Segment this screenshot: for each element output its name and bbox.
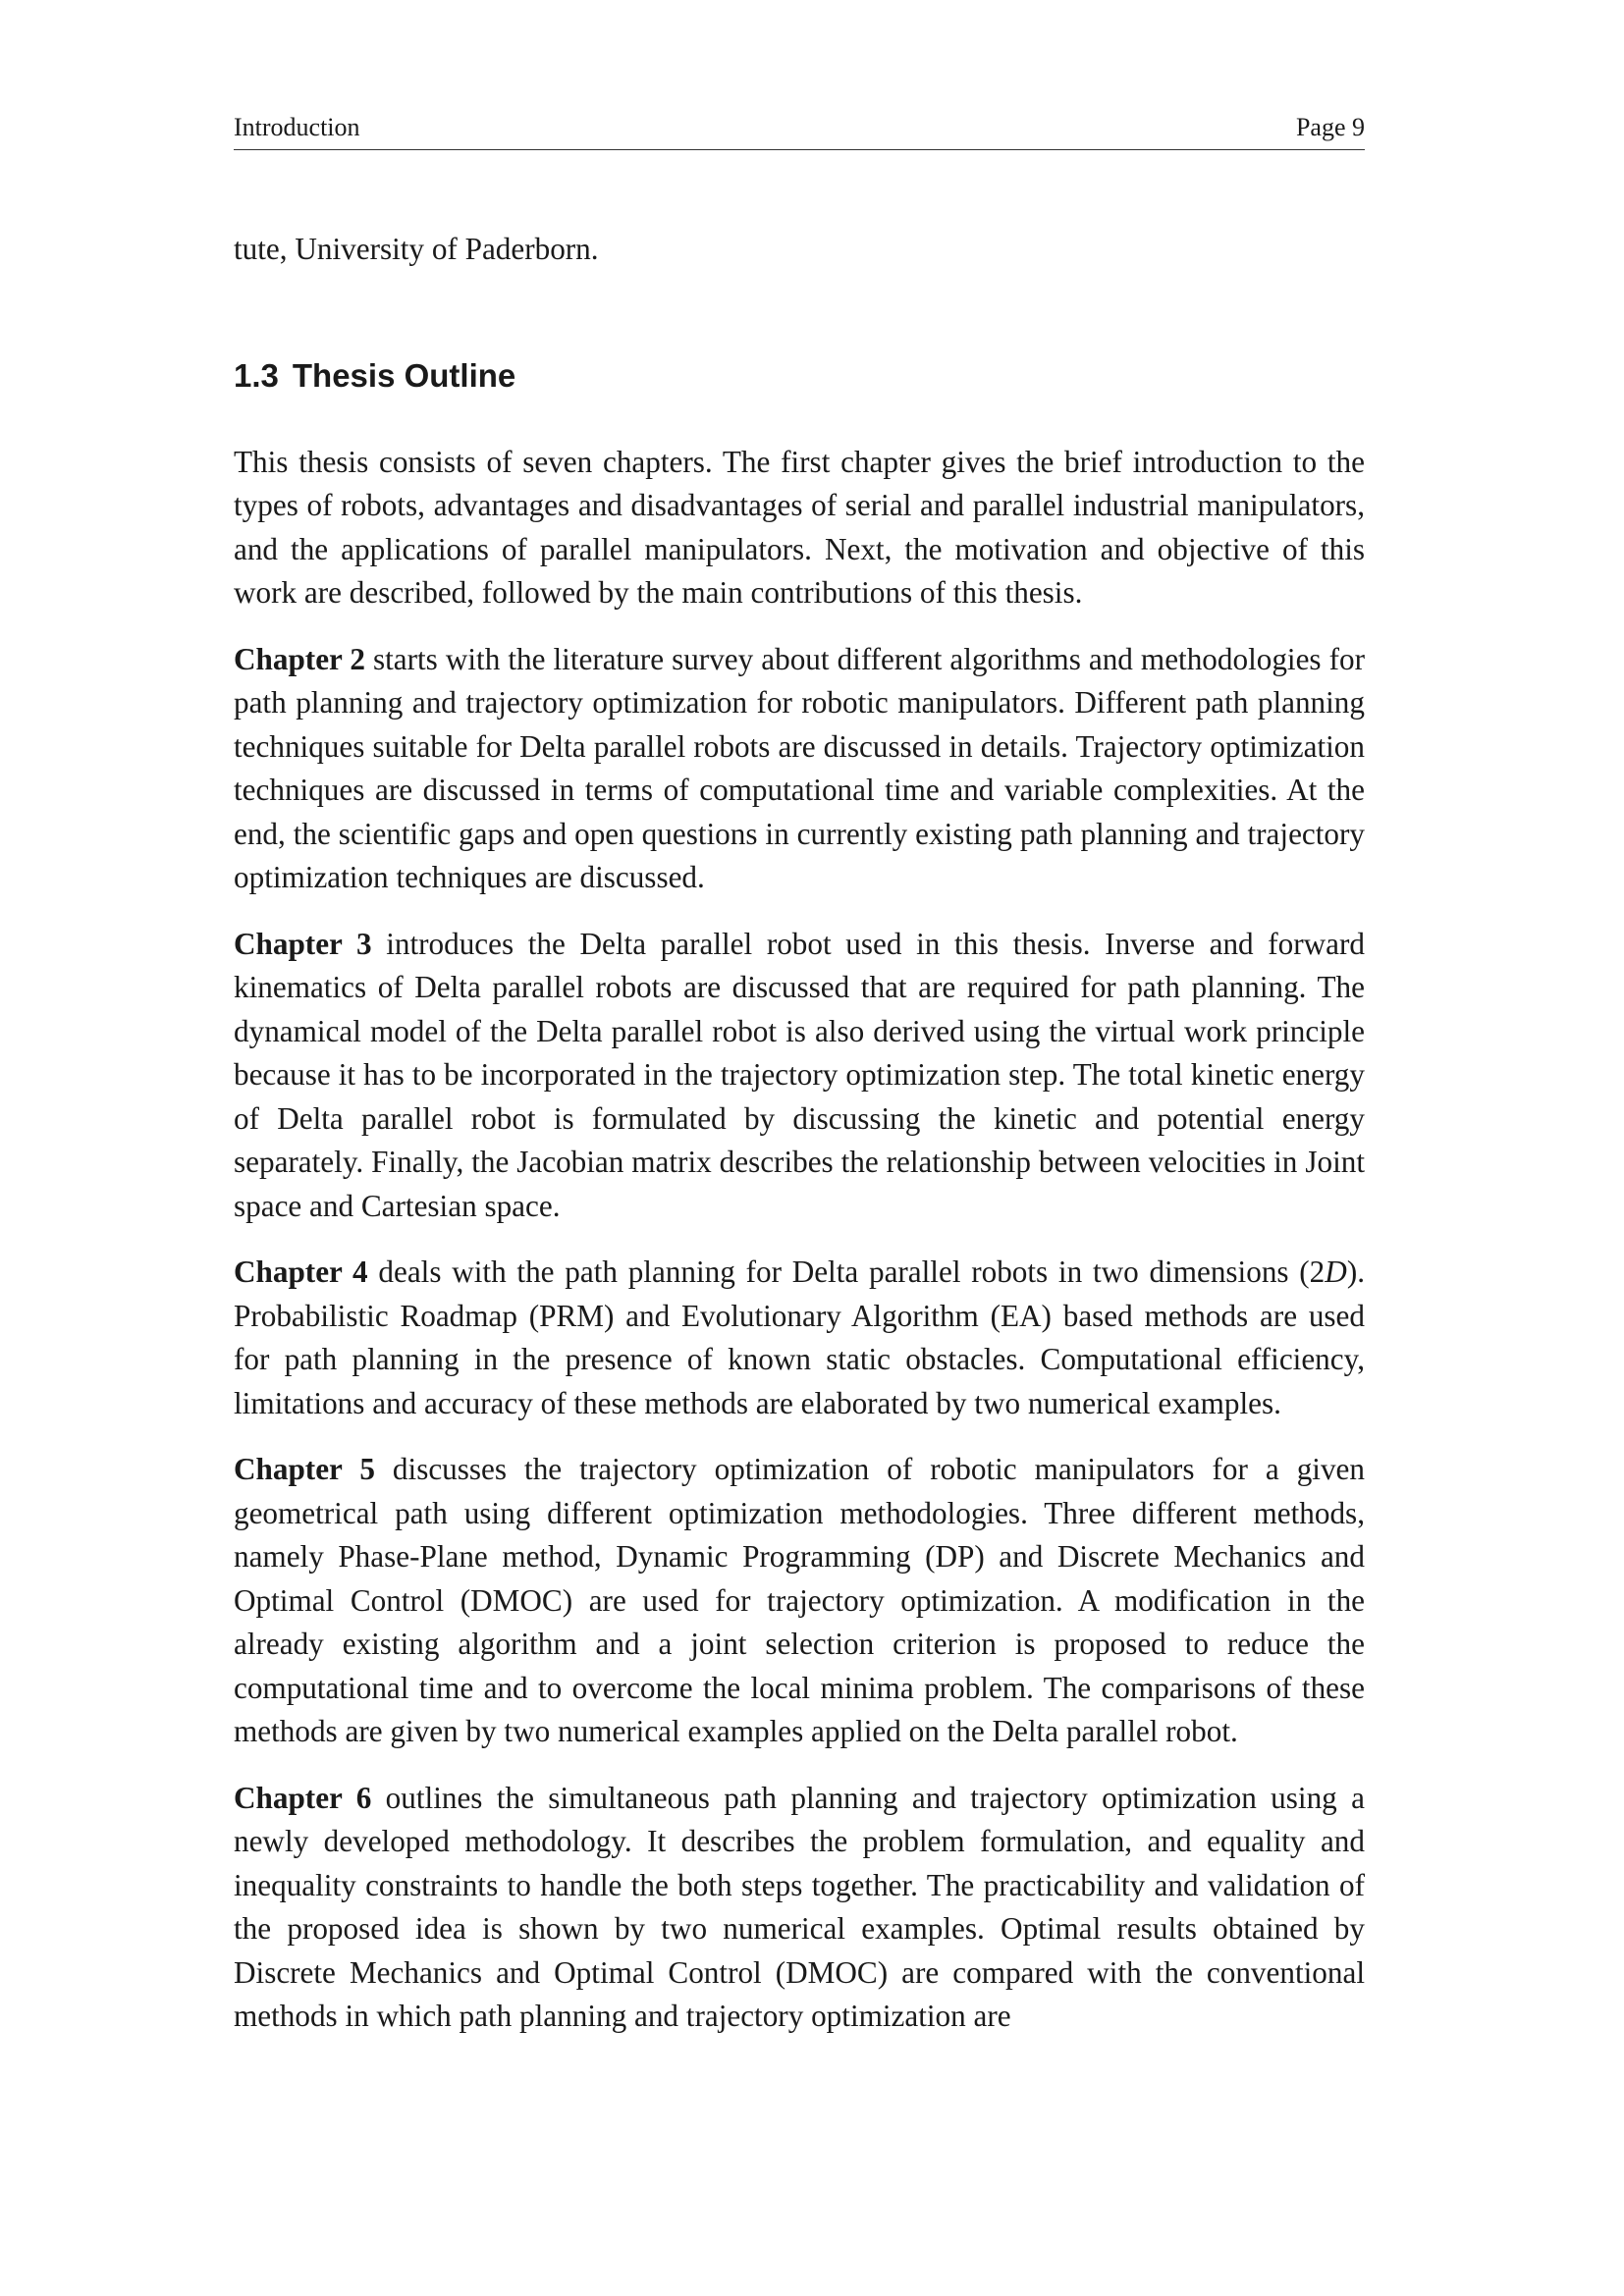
chapter-5-text: discusses the trajectory optimization of robotic manipulators for a given geometrical path using different optimization methodologies. Three different methods, namely Phase-Plane method, Dynamic Programming (DP) and Discrete Mechanics and Optimal Control (DMOC) are used for trajectory optimization. A modification in the already existing algorithm and a joint selection criterion is proposed to reduce the computational time and to overcome the local minima problem. The comparisons of these methods are given by two numerical examples applied on the Delta parallel robot. <box>234 1452 1365 1748</box>
intro-paragraph: This thesis consists of seven chapters. The first chapter gives the brief introduction to the types of robots, advantages and disadvantages of serial and parallel industrial manipulators, and the applications of parallel manipulators. Next, the motivation and objective of this work are described, followed by the main contributions of this thesis. <box>234 444 1365 610</box>
chapter-6-label: Chapter 6 <box>234 1780 372 1815</box>
chapter-5-label: Chapter 5 <box>234 1452 375 1486</box>
chapter-3-label: Chapter 3 <box>234 926 372 961</box>
chapter-4-paragraph <box>234 1251 1365 1425</box>
chapter-4-text-before: deals with the path planning for Delta parallel robots in two dimensions (2 <box>367 1255 1326 1289</box>
chapter-2-label: Chapter 2 <box>234 641 365 676</box>
chapter-2-paragraph <box>234 638 1365 900</box>
chapter-2-text: starts with the literature survey about different algorithms and methodologies for path planning and trajectory optimization for robotic manipulators. Different path planning techniques suitable for Delta parallel robots are discussed in details. Trajectory optimization techniques are discussed in terms of computational time and variable complexities. At the end, the scientific gaps and open questions in currently existing path planning and trajectory optimization techniques are discussed. <box>234 641 1365 894</box>
section-heading <box>234 356 1365 396</box>
chapter-3-paragraph <box>234 923 1365 1229</box>
section-title: Thesis Outline <box>292 356 516 394</box>
chapter-6-paragraph <box>234 1777 1365 2039</box>
continuation-paragraph: tute, University of Paderborn. <box>234 232 599 266</box>
body-text <box>234 228 1365 2061</box>
header-page-number: Page 9 <box>1295 113 1365 141</box>
chapter-4-text-after: ). Probabilistic Roadmap (PRM) and Evolutionary Algorithm (EA) based methods are used for path planning in the presence of known static obstacles. Computational efficiency, limitations and accuracy of these methods are elaborated by two numerical examples. <box>234 1255 1365 1420</box>
chapter-3-text: introduces the Delta parallel robot used in this thesis. Inverse and forward kinematics of Delta parallel robots are discussed that are required for path planning. The dynamical model of the Delta parallel robot is also derived using the virtual work principle because it has to be incorporated in the trajectory optimization step. The total kinetic energy of Delta parallel robot is formulated by discussing the kinetic and potential energy separately. Finally, the Jacobian matrix describes the relationship between velocities in Joint space and Cartesian space. <box>234 926 1365 1223</box>
chapter-5-paragraph <box>234 1448 1365 1754</box>
chapter-4-label: Chapter 4 <box>234 1255 368 1289</box>
chapter-6-text: outlines the simultaneous path planning and trajectory optimization using a newly developed methodology. It describes the problem formulation, and equality and inequality constraints to handle the both steps together. The practicability and validation of the proposed idea is shown by two numerical examples. Optimal results obtained by Discrete Mechanics and Optimal Control (DMOC) are compared with the conventional methods in which path planning and trajectory optimization are <box>234 1780 1365 2033</box>
page <box>234 0 1365 2296</box>
header-chapter-title: Introduction <box>234 113 360 141</box>
chapter-4-text-italic: D <box>1325 1255 1347 1289</box>
running-header <box>234 110 1365 150</box>
section-number: 1.3 <box>234 356 279 394</box>
